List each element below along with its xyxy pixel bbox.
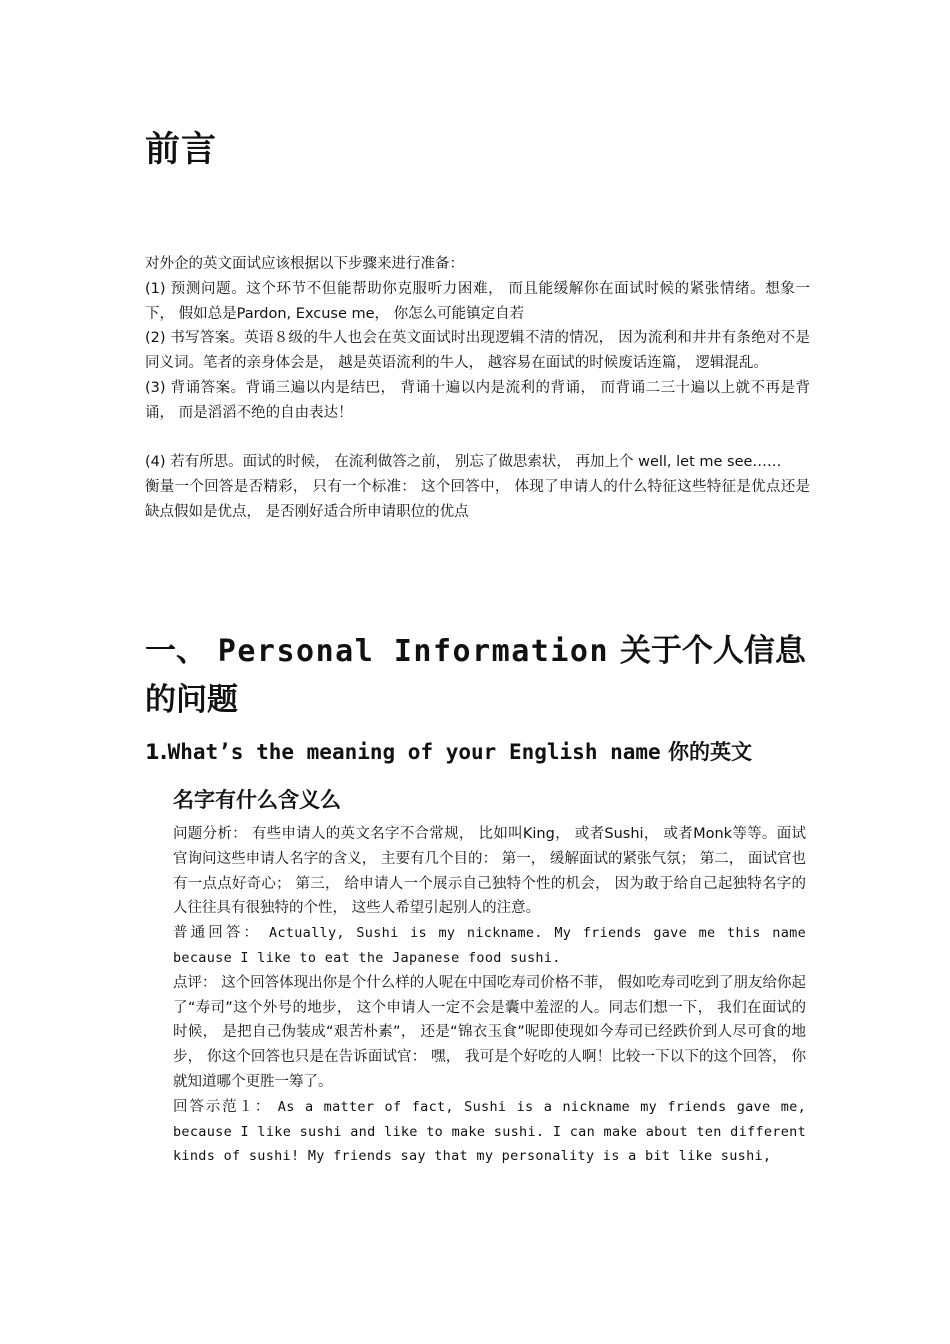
- question-title-cn-part2: 名字有什么含义么: [173, 788, 341, 812]
- question-number: 1.: [145, 740, 168, 764]
- normal-answer-text: Actually, Sushi is my nickname. My friends gave me this name because I like to eat the Japanese food sushi.: [173, 925, 807, 966]
- question-heading: [145, 728, 815, 824]
- preface-step-2: (2) 书写答案。英语８级的牛人也会在英文面试时出现逻辑不清的情况， 因为流利和井井有条绝对不是同义词。笔者的亲身体会是， 越是英语流利的牛人， 越容易在面试的时候废话连篇， 逻辑混乱。: [145, 330, 810, 372]
- preface-step-1: (1) 预测问题。这个环节不但能帮助你克服听力困难， 而且能缓解你在面试时候的紧张情绪。想象一下， 假如总是Pardon, Excuse me， 你怎么可能镇定自若: [145, 280, 810, 322]
- preface-step-4: (4) 若有所思。面试的时候， 在流利做答之前， 别忘了做思索状， 再加上个 well, let me see……: [145, 454, 782, 471]
- section-title-cn: 关于个人信息的问题: [145, 633, 806, 718]
- question-title-cn-part1: 你的英文: [668, 740, 752, 764]
- section-title-en: Personal Information: [217, 634, 610, 669]
- preface-criteria: 衡量一个回答是否精彩， 只有一个标准： 这个回答中， 体现了申请人的什么特征这些特征是优点还是缺点假如是优点， 是否刚好适合所申请职位的优点: [145, 479, 810, 520]
- preface-step-3: (3) 背诵答案。背诵三遍以内是结巴， 背诵十遍以内是流利的背诵， 而背诵二三十遍以上就不再是背诵， 而是滔滔不绝的自由表达！: [145, 379, 810, 421]
- preface-heading: 前言: [145, 130, 218, 170]
- question-title-en: What’s the meaning of your English name: [167, 740, 661, 764]
- section-prefix: 一、: [145, 633, 207, 669]
- section-heading-personal-information: [145, 627, 810, 724]
- normal-answer-paragraph: [173, 921, 806, 971]
- sample-answer-paragraph: [173, 1095, 806, 1169]
- paragraph-gap: [145, 426, 810, 451]
- preface-body: [145, 252, 810, 525]
- question-body: [173, 822, 806, 1169]
- preface-intro: 对外企的英文面试应该根据以下步骤来进行准备：: [145, 256, 464, 272]
- sample-answer-label: 回答示范１：: [173, 1098, 272, 1115]
- normal-answer-label: 普通回答：: [173, 925, 262, 942]
- sample-answer-text: As a matter of fact, Sushi is a nickname my friends gave me, because I like sushi and like to make sushi. I can make about ten different kinds of sushi! My friends say that my personality is a bit like sushi,: [173, 1098, 807, 1165]
- question-analysis: 问题分析： 有些申请人的英文名字不合常规， 比如叫King， 或者Sushi， 或者Monk等等。面试官询问这些申请人名字的含义， 主要有几个目的： 第一， 缓解面试的紧张气氛； 第二， 面试官也有一点点好奇心； 第三， 给申请人一个展示自己独特个性的机会， 因为敢于给自己起独特名字的人往往具有很独特的个性， 这些人希望引起别人的注意。: [173, 826, 806, 917]
- comment-paragraph: 点评： 这个回答体现出你是个什么样的人呢在中国吃寿司价格不菲， 假如吃寿司吃到了朋友给你起了“寿司”这个外号的地步， 这个申请人一定不会是囊中羞涩的人。同志们想一下， 我们在面试的时候， 是把自己伪装成“艰苦朴素”， 还是“锦衣玉食”呢即使现如今寿司已经跌价到人尽可食的地步， 你这个回答也只是在告诉面试官： 嘿， 我可是个好吃的人啊！比较一下以下的这个回答， 你就知道哪个更胜一筹了。: [173, 974, 806, 1090]
